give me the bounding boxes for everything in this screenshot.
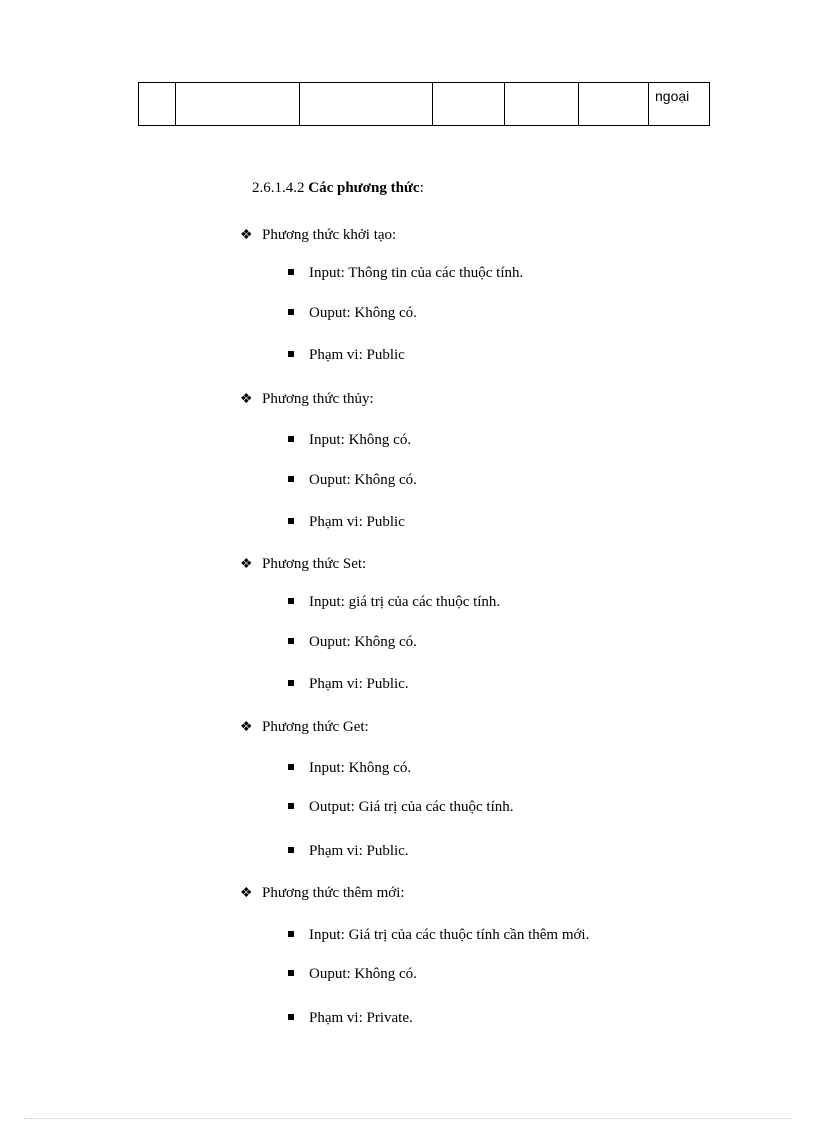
- list-item: Phạm vi: Public.: [288, 676, 409, 693]
- list-item: Phạm vi: Public: [288, 514, 405, 531]
- table-cell: [139, 83, 176, 126]
- four-diamond-bullet-icon: ❖: [240, 557, 253, 572]
- four-diamond-bullet-icon: ❖: [240, 720, 253, 735]
- list-item: Input: Không có.: [288, 432, 411, 449]
- list-item: Ouput: Không có.: [288, 966, 417, 983]
- list-item: Ouput: Không có.: [288, 634, 417, 651]
- list-item: Phạm vi: Public.: [288, 843, 409, 860]
- table-cell: [300, 83, 433, 126]
- square-bullet-icon: [288, 351, 294, 357]
- list-item: Ouput: Không có.: [288, 472, 417, 489]
- continued-table: [138, 82, 710, 126]
- square-bullet-icon: [288, 309, 294, 315]
- square-bullet-icon: [288, 638, 294, 644]
- square-bullet-icon: [288, 803, 294, 809]
- table-cell: [176, 83, 300, 126]
- square-bullet-icon: [288, 847, 294, 853]
- list-item: Input: giá trị của các thuộc tính.: [288, 594, 500, 611]
- method-heading: ❖ Phương thức thủy:: [240, 391, 374, 407]
- square-bullet-icon: [288, 598, 294, 604]
- square-bullet-icon: [288, 269, 294, 275]
- four-diamond-bullet-icon: ❖: [240, 228, 253, 243]
- square-bullet-icon: [288, 931, 294, 937]
- list-item: Phạm vi: Private.: [288, 1010, 413, 1027]
- square-bullet-icon: [288, 680, 294, 686]
- section-title: Các phương thức: [308, 180, 420, 196]
- page-bottom-rule: [24, 1118, 792, 1119]
- table-cell: [433, 83, 505, 126]
- list-item: Input: Không có.: [288, 760, 411, 777]
- method-heading: ❖ Phương thức Set:: [240, 556, 367, 572]
- method-heading: ❖ Phương thức Get:: [240, 719, 369, 735]
- section-number: 2.6.1.4.2: [252, 180, 305, 196]
- list-item: Output: Giá trị của các thuộc tính.: [288, 799, 514, 816]
- table-row: [139, 83, 710, 126]
- square-bullet-icon: [288, 518, 294, 524]
- list-item: Ouput: Không có.: [288, 305, 417, 322]
- section-heading: [252, 180, 424, 197]
- method-heading: ❖ Phương thức thêm mới:: [240, 885, 405, 901]
- square-bullet-icon: [288, 970, 294, 976]
- square-bullet-icon: [288, 764, 294, 770]
- list-item: Input: Giá trị của các thuộc tính cần thêm mới.: [288, 927, 589, 944]
- table-cell: [579, 83, 649, 126]
- table-cell: [505, 83, 579, 126]
- square-bullet-icon: [288, 1014, 294, 1020]
- four-diamond-bullet-icon: ❖: [240, 886, 253, 901]
- square-bullet-icon: [288, 436, 294, 442]
- square-bullet-icon: [288, 476, 294, 482]
- list-item: Input: Thông tin của các thuộc tính.: [288, 265, 523, 282]
- method-heading: ❖ Phương thức khởi tạo:: [240, 227, 397, 243]
- table-cell: ngoại: [649, 83, 710, 126]
- section-suffix: :: [419, 180, 424, 196]
- four-diamond-bullet-icon: ❖: [240, 392, 253, 407]
- list-item: Phạm vi: Public: [288, 347, 405, 364]
